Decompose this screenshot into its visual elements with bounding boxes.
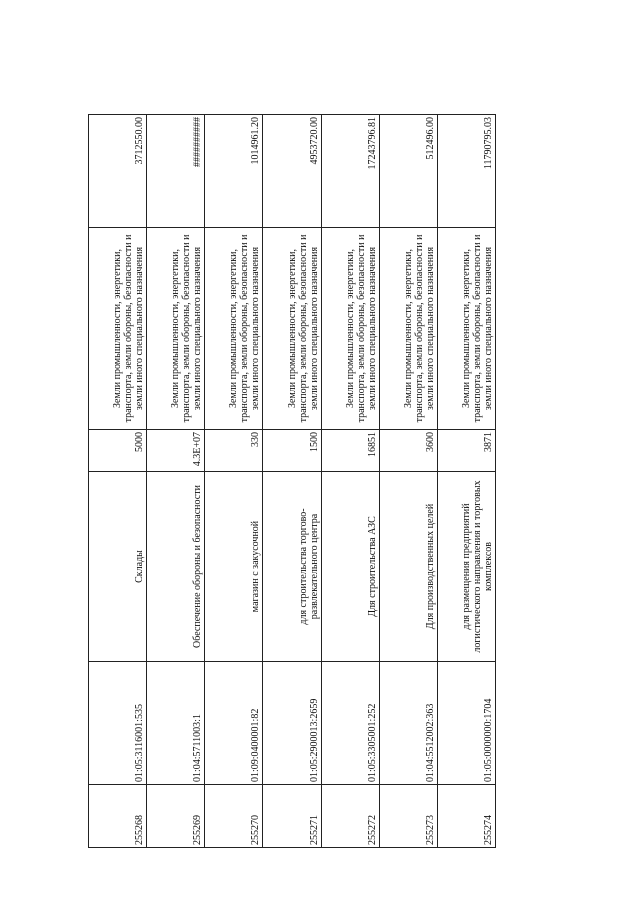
land-category: Земли промышленности, энергетики, транспорта, земли обороны, безопасности и земли иного специального назначения bbox=[263, 228, 321, 430]
row-id: 255274 bbox=[437, 785, 495, 848]
cadastral-number: 01:04:5512002:363 bbox=[379, 662, 437, 785]
table-row bbox=[437, 115, 495, 848]
area: 3871 bbox=[437, 430, 495, 472]
table-row bbox=[263, 115, 321, 848]
land-category: Земли промышленности, энергетики, транспорта, земли обороны, безопасности и земли иного специального назначения bbox=[147, 228, 205, 430]
area: 5000 bbox=[89, 430, 147, 472]
area: 1500 bbox=[263, 430, 321, 472]
cadastral-number: 01:05:0000000:1704 bbox=[437, 662, 495, 785]
row-id: 255271 bbox=[263, 785, 321, 848]
cadastral-value: 4953720.00 bbox=[263, 115, 321, 228]
cadastral-number: 01:05:3305001:252 bbox=[321, 662, 379, 785]
cadastral-value: 512496.00 bbox=[379, 115, 437, 228]
land-category: Земли промышленности, энергетики, транспорта, земли обороны, безопасности и земли иного специального назначения bbox=[89, 228, 147, 430]
cadastral-value: 11790795.03 bbox=[437, 115, 495, 228]
cadastral-value: ########## bbox=[147, 115, 205, 228]
area: 4.3E+07 bbox=[147, 430, 205, 472]
row-id: 255270 bbox=[205, 785, 263, 848]
land-category: Земли промышленности, энергетики, транспорта, земли обороны, безопасности и земли иного специального назначения bbox=[321, 228, 379, 430]
land-category: Земли промышленности, энергетики, транспорта, земли обороны, безопасности и земли иного специального назначения bbox=[205, 228, 263, 430]
area: 16851 bbox=[321, 430, 379, 472]
permitted-use: для размещения предприятий логистического направления и торговых комплексов bbox=[437, 472, 495, 662]
row-id: 255272 bbox=[321, 785, 379, 848]
permitted-use: Склады bbox=[89, 472, 147, 662]
area: 3600 bbox=[379, 430, 437, 472]
land-plots-table bbox=[88, 114, 496, 848]
cadastral-value: 3712550.00 bbox=[89, 115, 147, 228]
land-category: Земли промышленности, энергетики, транспорта, земли обороны, безопасности и земли иного специального назначения bbox=[379, 228, 437, 430]
row-id: 255268 bbox=[89, 785, 147, 848]
cadastral-value: 17243796.81 bbox=[321, 115, 379, 228]
cadastral-number: 01:05:2900013:2659 bbox=[263, 662, 321, 785]
area: 330 bbox=[205, 430, 263, 472]
table-row bbox=[147, 115, 205, 848]
row-id: 255269 bbox=[147, 785, 205, 848]
cadastral-number: 01:05:3116001:535 bbox=[89, 662, 147, 785]
cadastral-number: 01:09:0400001:82 bbox=[205, 662, 263, 785]
table-row bbox=[205, 115, 263, 848]
row-id: 255273 bbox=[379, 785, 437, 848]
permitted-use: магазин с закусочной bbox=[205, 472, 263, 662]
permitted-use: Обеспечение обороны и безопасности bbox=[147, 472, 205, 662]
permitted-use: Для производственных целей bbox=[379, 472, 437, 662]
land-category: Земли промышленности, энергетики, транспорта, земли обороны, безопасности и земли иного специального назначения bbox=[437, 228, 495, 430]
permitted-use: Для строительства АЗС bbox=[321, 472, 379, 662]
permitted-use: для строительства торгово-развлекательного центра bbox=[263, 472, 321, 662]
table-row bbox=[89, 115, 147, 848]
table-row bbox=[321, 115, 379, 848]
rotated-table-wrapper bbox=[88, 115, 496, 848]
cadastral-number: 01:04:5711003:1 bbox=[147, 662, 205, 785]
cadastral-value: 1014961.20 bbox=[205, 115, 263, 228]
table-row bbox=[379, 115, 437, 848]
